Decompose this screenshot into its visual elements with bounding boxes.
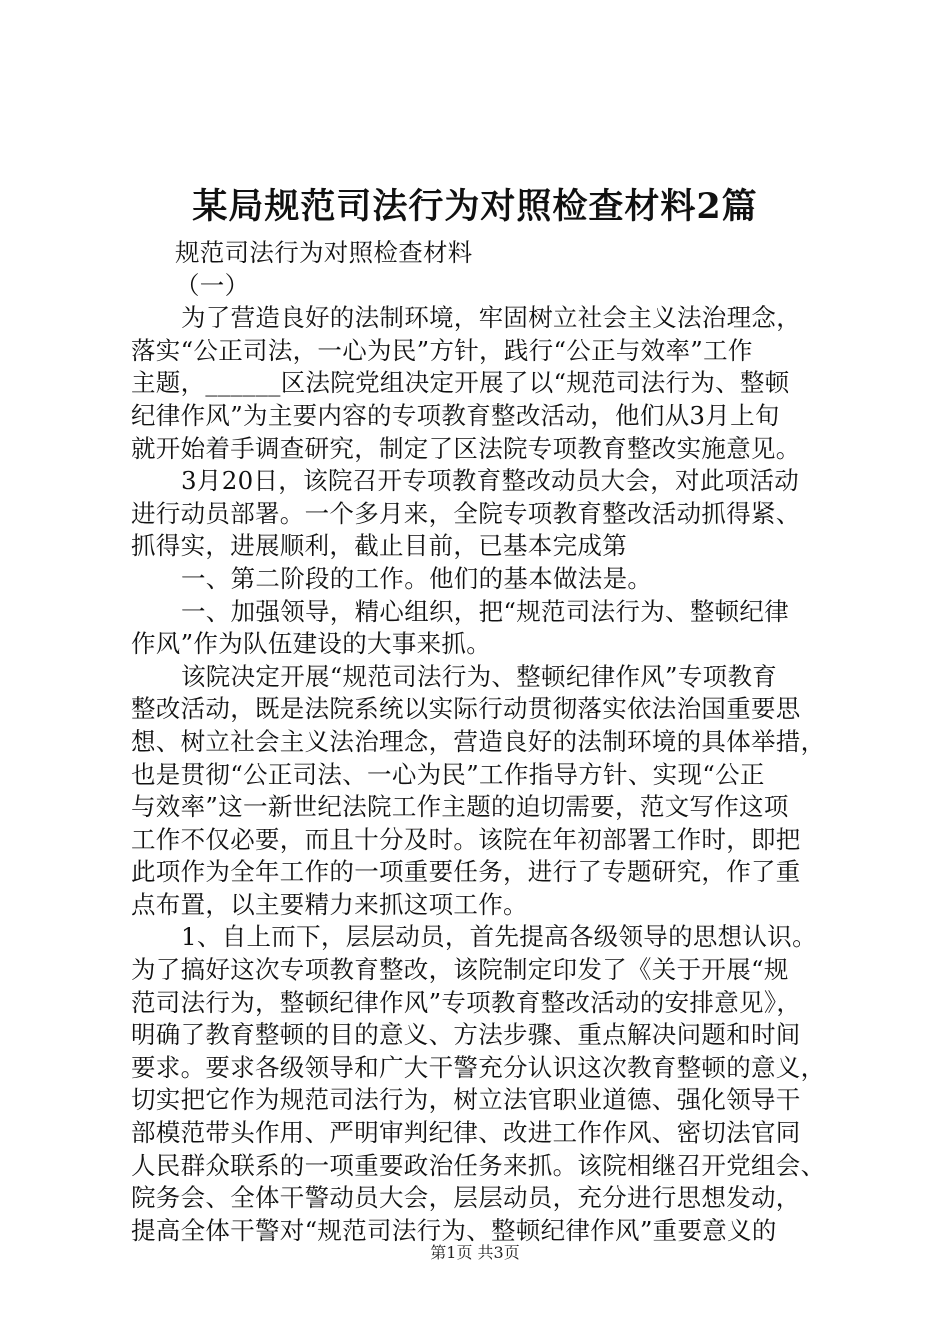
paragraph-line: 明确了教育整顿的目的意义、方法步骤、重点解决问题和时间: [131, 1020, 801, 1050]
paragraph-line: 点布置，以主要精力来抓这项工作。: [131, 889, 528, 919]
subtitle-line: 规范司法行为对照检查材料: [175, 238, 473, 267]
paragraph-line: 抓得实，进展顺利，截止目前，已基本完成第: [131, 531, 627, 561]
paragraph-line: 此项作为全年工作的一项重要任务，进行了专题研究，作了重: [131, 857, 801, 887]
paragraph-line: 部模范带头作用、严明审判纪律、改进工作作风、密切法官同: [131, 1118, 801, 1148]
paragraph-line: 一、第二阶段的工作。他们的基本做法是。: [181, 563, 653, 593]
section-number-line: （一）: [175, 270, 250, 300]
paragraph-line: 为了搞好这次专项教育整改，该院制定印发了《关于开展“规: [131, 955, 789, 985]
paragraph-line: 为了营造良好的法制环境，牢固树立社会主义法治理念，: [181, 303, 801, 333]
paragraph-line: 纪律作风”为主要内容的专项教育整改活动，他们从3月上旬: [131, 400, 780, 430]
paragraph-line: 切实把它作为规范司法行为，树立法官职业道德、强化领导干: [131, 1085, 801, 1115]
paragraph-line: 进行动员部署。一个多月来，全院专项教育整改活动抓得紧、: [131, 498, 801, 528]
paragraph-line: 作风”作为队伍建设的大事来抓。: [131, 629, 492, 659]
paragraph-line: 整改活动，既是法院系统以实际行动贯彻落实依法治国重要思: [131, 694, 801, 724]
paragraph-line: 落实“公正司法，一心为民”方针，践行“公正与效率”工作: [131, 335, 753, 365]
paragraph-line: 1、自上而下，层层动员，首先提高各级领导的思想认识。: [181, 922, 817, 952]
paragraph-line: 一、加强领导，精心组织，把“规范司法行为、整顿纪律: [181, 596, 790, 626]
document-body: [131, 237, 836, 1247]
document-title: 某局规范司法行为对照检查材料2篇: [192, 186, 758, 227]
paragraph-line: 要求。要求各级领导和广大干警充分认识这次教育整顿的意义，: [131, 1052, 826, 1082]
page-number: 第1页 共3页: [430, 1243, 520, 1262]
paragraph-line: 主题，______区法院党组决定开展了以“规范司法行为、整顿: [131, 368, 790, 398]
paragraph-line: 工作不仅必要，而且十分及时。该院在年初部署工作时，即把: [131, 824, 801, 854]
paragraph-line: 也是贯彻“公正司法、一心为民”工作指导方针、实现“公正: [131, 759, 765, 789]
paragraph-line: 与效率”这一新世纪法院工作主题的迫切需要，范文写作这项: [131, 792, 789, 822]
paragraph-line: 就开始着手调查研究，制定了区法院专项教育整改实施意见。: [131, 433, 801, 463]
paragraph-line: 提高全体干警对“规范司法行为、整顿纪律作风”重要意义的: [131, 1215, 777, 1245]
paragraph-line: 该院决定开展“规范司法行为、整顿纪律作风”专项教育: [181, 661, 778, 691]
paragraph-line: 3月20日，该院召开专项教育整改动员大会，对此项活动: [181, 466, 800, 496]
paragraph-line: 想、树立社会主义法治理念，营造良好的法制环境的具体举措，: [131, 726, 826, 756]
paragraph-line: 人民群众联系的一项重要政治任务来抓。该院相继召开党组会、: [131, 1150, 826, 1180]
paragraph-line: 院务会、全体干警动员大会，层层动员，充分进行思想发动，: [131, 1183, 801, 1213]
page-footer: [0, 1241, 950, 1265]
paragraph-line: 范司法行为，整顿纪律作风”专项教育整改活动的安排意见》，: [131, 987, 802, 1017]
